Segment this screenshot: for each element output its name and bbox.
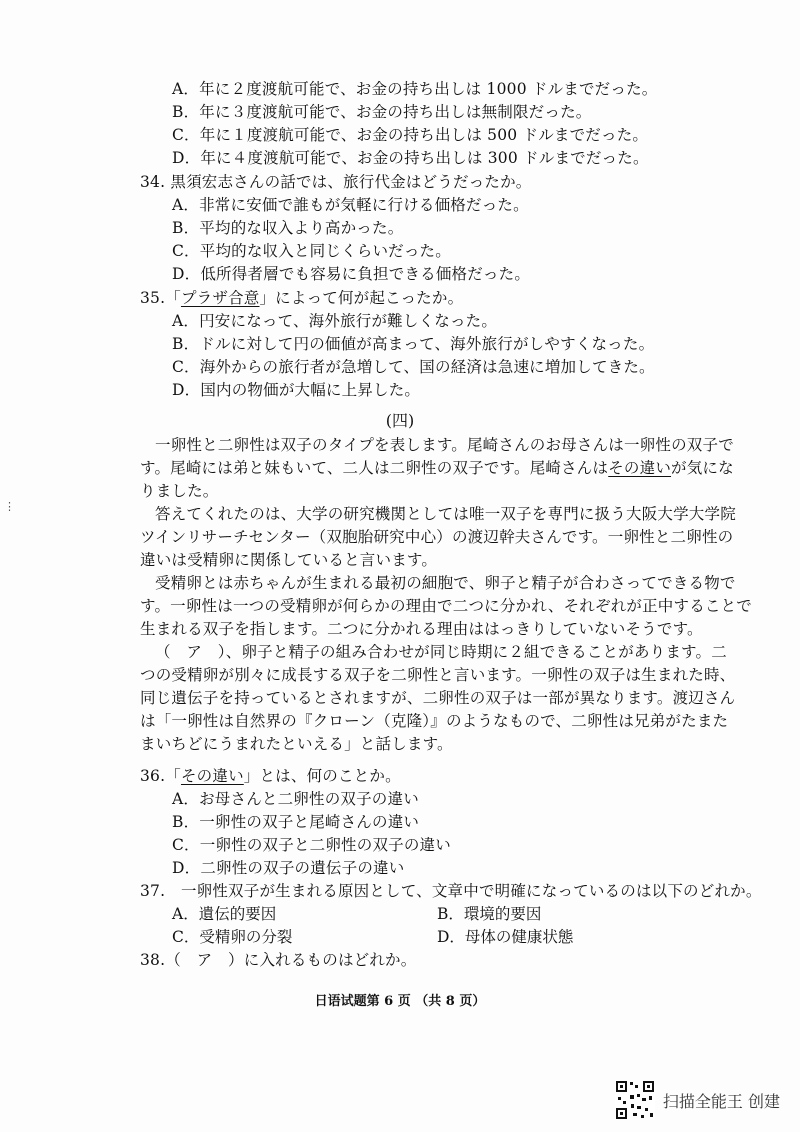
q36-option-b: B．一卵性の双子と尾崎さんの違い: [172, 813, 420, 831]
q33-option-a: A．年に２度渡航可能で、お金の持ち出しは 1000 ドルまでだった。: [172, 80, 658, 98]
passage-underlined-term: その違い: [608, 459, 672, 477]
passage-p3-line2: す。一卵性は一つの受精卵が何らかの理由で二つに分かれ、それぞれが正中することで: [140, 597, 752, 615]
section-title: (四): [385, 411, 415, 430]
q36-quote-open: 「: [165, 767, 181, 785]
passage-p1-line2-start: す。尾崎には弟と妹もいて、二人は二卵性の双子です。尾崎さんは: [140, 459, 609, 477]
margin-mark-icon: ⋮: [4, 500, 15, 513]
passage-p3-line1: 受精卵とは赤ちゃんが生まれる最初の細胞で、卵子と精子が合わさってできる物で: [155, 574, 736, 592]
q33-option-c: C．年に１度渡航可能で、お金の持ち出しは 500 ドルまでだった。: [172, 126, 649, 144]
q34-option-c: C．平均的な収入と同じくらいだった。: [172, 242, 451, 260]
q37-option-a: A．遺伝的要因: [172, 905, 277, 923]
q34-option-b: B．平均的な収入より高かった。: [172, 219, 404, 237]
passage-p4-line5: まいちどにうまれたといえる」と話します。: [140, 735, 453, 753]
q35-question: [140, 287, 463, 309]
q37-option-c: C．受精卵の分裂: [172, 928, 293, 946]
q36-question: [140, 765, 401, 787]
q35-underlined-term: プラザ合意: [180, 289, 260, 307]
q37-option-d: D．母体の健康状態: [437, 928, 574, 946]
passage-p4-line4: は「一卵性は自然界の『クローン（克隆）』のようなもので、二卵性は兄弟がたまた: [140, 712, 729, 730]
q35-option-c: C．海外からの旅行者が急増して、国の経済は急速に増加してきた。: [172, 358, 655, 376]
q34-question: 34. 黒須宏志さんの話では、旅行代金はどうだったか。: [140, 173, 532, 191]
q35-option-a: A．円安になって、海外旅行が難しくなった。: [172, 312, 498, 330]
q34-option-d: D．低所得者層でも容易に負担できる価格だった。: [172, 265, 531, 283]
passage-p3-line3: 生まれる双子を指します。二つに分かれる理由ははっきりしていないそうです。: [140, 620, 703, 638]
q36-question-rest: 」とは、何のことか。: [243, 767, 401, 785]
q36-underlined-term: その違い: [180, 767, 244, 785]
passage-p4-line1: （ ア ）、卵子と精子の組み合わせが同じ時期に２組できることがあります。二: [155, 643, 727, 661]
q37-option-b: B．環境的要因: [437, 905, 542, 923]
q35-option-b: B．ドルに対して円の価値が高まって、海外旅行がしやすくなった。: [172, 335, 655, 353]
watermark-text: 扫描全能王 创建: [662, 1091, 780, 1111]
q35-quote-open: 「: [165, 289, 181, 307]
passage-p2-line2: ツインリサーチセンター（双胞胎研究中心）の渡辺幹夫さんです。一卵性と二卵性の: [140, 528, 734, 546]
q36-option-a: A．お母さんと二卵性の双子の違い: [172, 790, 419, 808]
passage-p1-line1: 一卵性と二卵性は双子のタイプを表します。尾崎さんのお母さんは一卵性の双子で: [155, 436, 734, 454]
q37-question: 37. 一卵性双子が生まれる原因として、文章中で明確になっているのは以下のどれか。: [140, 882, 762, 900]
q36-option-c: C．一卵性の双子と二卵性の双子の違い: [172, 836, 451, 854]
q35-option-d: D．国内の物価が大幅に上昇した。: [172, 381, 421, 399]
scanner-watermark: [615, 1080, 780, 1120]
page-footer: 日语试题第 6 页 （共 8 页）: [314, 994, 486, 1009]
q36-number: 36.: [140, 767, 166, 785]
q36-option-d: D．二卵性の双子の遺伝子の違い: [172, 859, 405, 877]
q38-question: 38.（ ア ）に入れるものはどれか。: [140, 951, 417, 969]
q34-option-a: A．非常に安価で誰もが気軽に行ける価格だった。: [172, 196, 529, 214]
qr-code-icon: [615, 1080, 655, 1120]
q35-question-rest: 」によって何が起こったか。: [259, 289, 464, 307]
passage-p4-line2: つの受精卵が別々に成長する双子を二卵性と言います。一卵性の双子は生まれた時、: [140, 666, 736, 684]
q35-number: 35.: [140, 289, 166, 307]
q33-option-d: D．年に４度渡航可能で、お金の持ち出しは 300 ドルまでだった。: [172, 149, 649, 167]
passage-p1-line2-end: が気にな: [671, 459, 734, 477]
passage-p2-line1: 答えてくれたのは、大学の研究機関としては唯一双子を専門に扱う大阪大学大学院: [155, 505, 736, 523]
passage-p2-line3: 違いは受精卵に関係していると言います。: [140, 551, 438, 569]
passage-p1-line3: りました。: [140, 482, 219, 500]
passage-p1-line2: [140, 457, 734, 479]
passage-p4-line3: 同じ遺伝子を持っているとされますが、二卵性の双子は一部が異なります。渡辺さん: [140, 689, 736, 707]
q33-option-b: B．年に３度渡航可能で、お金の持ち出しは無制限だった。: [172, 103, 592, 121]
